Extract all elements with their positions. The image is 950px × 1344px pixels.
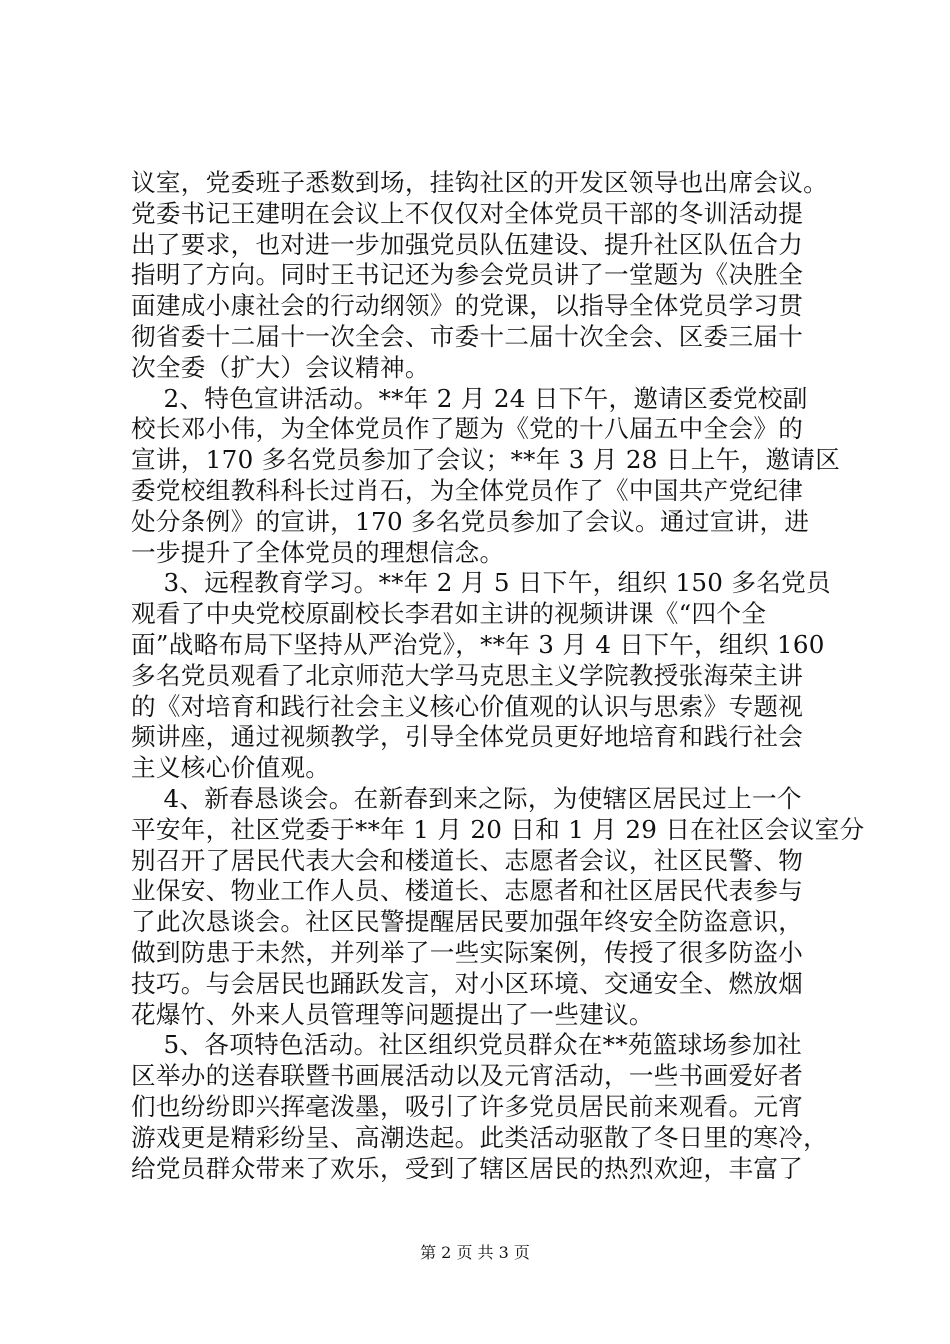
text-line: 别召开了居民代表大会和楼道长、志愿者会议，社区民警、物 [131,845,804,875]
text-line: 频讲座，通过视频教学，引导全体党员更好地培育和践行社会 [131,722,804,752]
text-line: 2、特色宣讲活动。**年 2 月 24 日下午，邀请区委党校副 [131,383,808,413]
text-line: 花爆竹、外来人员管理等问题提出了一些建议。 [131,999,654,1029]
text-line: 区举办的送春联暨书画展活动以及元宵活动，一些书画爱好者 [131,1061,804,1091]
text-line: 一步提升了全体党员的理想信念。 [131,537,505,567]
text-line: 委党校组教科科长过肖石，为全体党员作了《中国共产党纪律 [131,475,804,505]
text-line: 给党员群众带来了欢乐，受到了辖区居民的热烈欢迎，丰富了 [131,1153,804,1183]
text-line: 主义核心价值观。 [131,753,331,783]
text-line: 3、远程教育学习。**年 2 月 5 日下午，组织 150 多名党员 [131,568,831,598]
text-line: 4、新春恳谈会。在新春到来之际，为使辖区居民过上一个 [131,783,802,813]
text-line: 宣讲，170 多名党员参加了会议；**年 3 月 28 日上午，邀请区 [131,445,841,475]
page-number-footer: 第 2 页 共 3 页 [420,1243,530,1262]
text-line: 党委书记王建明在会议上不仅仅对全体党员干部的冬训活动提 [131,198,804,228]
text-line: 的《对培育和践行社会主义核心价值观的认识与思索》专题视 [131,691,804,721]
text-line: 处分条例》的宣讲，170 多名党员参加了会议。通过宣讲，进 [131,506,810,536]
text-line: 5、各项特色活动。社区组织党员群众在**苑篮球场参加社 [131,1030,803,1060]
text-line: 议室，党委班子悉数到场，挂钩社区的开发区领导也出席会议。 [131,168,829,197]
text-line: 面建成小康社会的行动纲领》的党课，以指导全体党员学习贯 [131,291,804,321]
text-line: 观看了中央党校原副校长李君如主讲的视频讲课《“四个全 [131,599,767,629]
text-line: 业保安、物业工作人员、楼道长、志愿者和社区居民代表参与 [131,876,804,906]
text-line: 做到防患于未然，并列举了一些实际案例，传授了很多防盗小 [131,937,804,967]
text-line: 次全委（扩大）会议精神。 [131,352,430,382]
text-line: 出了要求，也对进一步加强党员队伍建设、提升社区队伍合力 [131,229,804,259]
text-line: 平安年，社区党委于**年 1 月 20 日和 1 月 29 日在社区会议室分 [131,814,865,844]
text-line: 校长邓小伟，为全体党员作了题为《党的十八届五中全会》的 [131,414,804,444]
text-line: 彻省委十二届十一次全会、市委十二届十次全会、区委三届十 [131,321,804,351]
text-line: 指明了方向。同时王书记还为参会党员讲了一堂题为《决胜全 [131,260,804,290]
text-line: 们也纷纷即兴挥毫泼墨，吸引了许多党员居民前来观看。元宵 [131,1091,804,1121]
document-body [131,168,865,1184]
text-line: 多名党员观看了北京师范大学马克思主义学院教授张海荣主讲 [131,660,804,690]
text-line: 面”战略布局下坚持从严治党》，**年 3 月 4 日下午，组织 160 [131,629,825,659]
text-line: 了此次恳谈会。社区民警提醒居民要加强年终安全防盗意识， [131,907,804,937]
text-line: 游戏更是精彩纷呈、高潮迭起。此类活动驱散了冬日里的寒冷， [131,1122,829,1152]
text-line: 技巧。与会居民也踊跃发言，对小区环境、交通安全、燃放烟 [131,968,804,998]
